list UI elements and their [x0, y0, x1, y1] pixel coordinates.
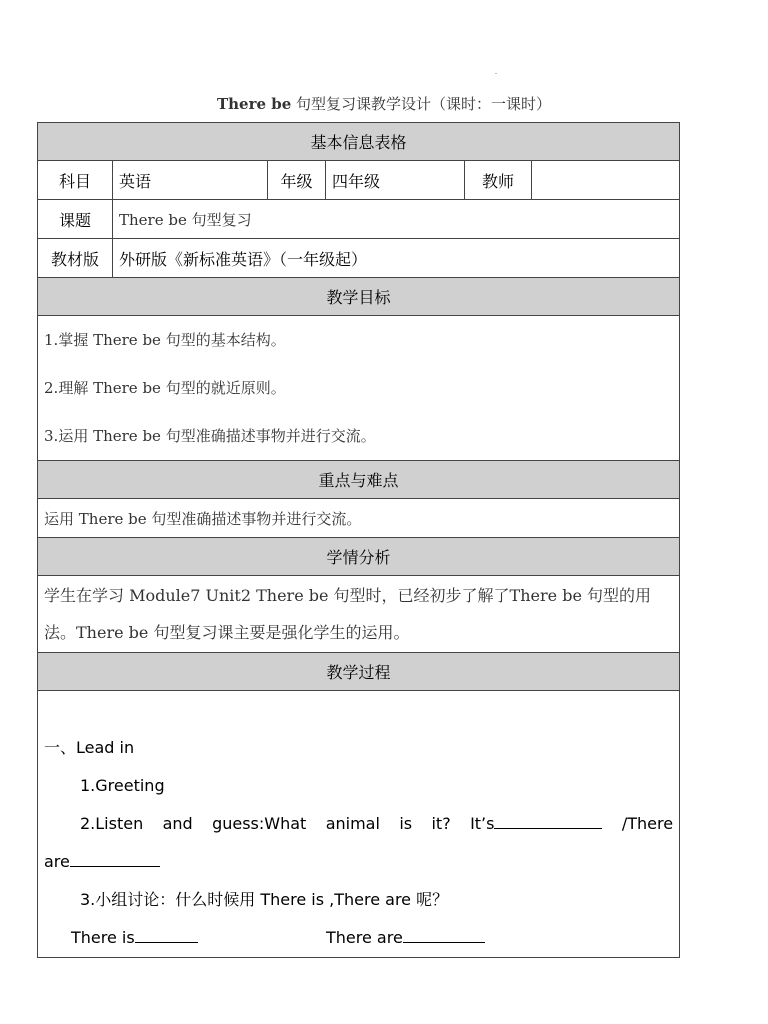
word: guess:What	[212, 814, 307, 833]
key-points-row	[38, 499, 680, 538]
word: It’s	[470, 814, 495, 833]
goal-item	[44, 316, 673, 364]
page-speck	[495, 73, 497, 74]
fill-left-label: There is	[71, 928, 135, 947]
goal-tail: 句型的基本结构。	[160, 331, 286, 349]
analysis-header: 学情分析	[38, 538, 680, 576]
word: and	[162, 814, 193, 833]
process-header-row	[38, 653, 680, 691]
teacher-label: 教师	[465, 161, 532, 200]
its-with-blank	[470, 805, 602, 843]
topic-label: 课题	[38, 200, 113, 239]
word: 2.Listen	[80, 814, 144, 833]
key-points-tail: 句型准确描述事物并进行交流。	[146, 509, 362, 528]
basic-info-row	[38, 161, 680, 200]
process-body	[38, 691, 680, 958]
topic-value	[113, 200, 680, 239]
section-title: 一、Lead in	[44, 738, 135, 757]
answer-blank[interactable]	[70, 865, 160, 867]
subject-label: 科目	[38, 161, 113, 200]
process-item-listen	[44, 805, 673, 843]
analysis-text: 学生在学习 Module7 Unit2 There be 句型时，已经初步了解了There be 句型的用法。There be 句型复习课主要是强化学生的运用。	[38, 576, 680, 653]
topic-row	[38, 200, 680, 239]
goal-lead: 理解	[58, 379, 89, 397]
title-bold: There be	[216, 95, 292, 113]
lesson-plan-table	[37, 122, 680, 958]
process-item-discussion: 3.小组讨论：什么时候用 There is ,There are 呢？	[80, 890, 449, 909]
goal-num: 2.	[44, 379, 59, 397]
word: animal	[325, 814, 380, 833]
analysis-header-row	[38, 538, 680, 576]
key-points-key: There be	[74, 509, 147, 528]
goal-num: 1.	[44, 331, 59, 349]
teacher-value	[532, 161, 680, 200]
goals-list	[38, 316, 680, 461]
fill-right-label: There are	[326, 928, 403, 947]
word: is	[399, 814, 413, 833]
key-points-header: 重点与难点	[38, 461, 680, 499]
goal-item	[44, 364, 673, 412]
document-title	[0, 93, 768, 114]
goals-row	[38, 316, 680, 461]
goal-lead: 运用	[58, 427, 89, 445]
process-header: 教学过程	[38, 653, 680, 691]
topic-suffix: 句型复习	[186, 210, 252, 229]
answer-blank[interactable]	[403, 941, 485, 943]
process-row	[38, 691, 680, 958]
topic-prefix: There be	[119, 210, 187, 229]
fill-in-line	[44, 919, 673, 957]
goal-lead: 掌握	[58, 331, 89, 349]
process-item-listen-cont	[44, 843, 673, 881]
grade-value: 四年级	[326, 161, 465, 200]
fill-right	[326, 919, 485, 957]
process-item-greeting: 1.Greeting	[80, 776, 165, 795]
goal-key: There be	[88, 379, 161, 397]
subject-value: 英语	[113, 161, 268, 200]
word: are	[44, 852, 70, 871]
word: /There	[621, 814, 674, 833]
textbook-value: 外研版《新标准英语》（一年级起）	[113, 239, 680, 278]
key-points-text	[38, 499, 680, 538]
textbook-label: 教材版	[38, 239, 113, 278]
goal-item	[44, 412, 673, 460]
answer-blank[interactable]	[494, 827, 602, 829]
basic-info-header-row	[38, 123, 680, 161]
fill-left	[71, 928, 198, 947]
goal-key: There be	[88, 331, 161, 349]
goal-key: There be	[88, 427, 161, 445]
grade-label: 年级	[268, 161, 326, 200]
basic-info-header: 基本信息表格	[38, 123, 680, 161]
answer-blank[interactable]	[135, 941, 198, 943]
goal-tail: 句型准确描述事物并进行交流。	[160, 427, 376, 445]
analysis-row	[38, 576, 680, 653]
goal-num: 3.	[44, 427, 59, 445]
textbook-row	[38, 239, 680, 278]
key-points-header-row	[38, 461, 680, 499]
goal-tail: 句型的就近原则。	[160, 379, 286, 397]
key-points-lead: 运用	[44, 509, 75, 528]
goals-header: 教学目标	[38, 278, 680, 316]
word: it?	[431, 814, 451, 833]
title-rest: 句型复习课教学设计（课时：一课时）	[291, 95, 552, 113]
goals-header-row	[38, 278, 680, 316]
